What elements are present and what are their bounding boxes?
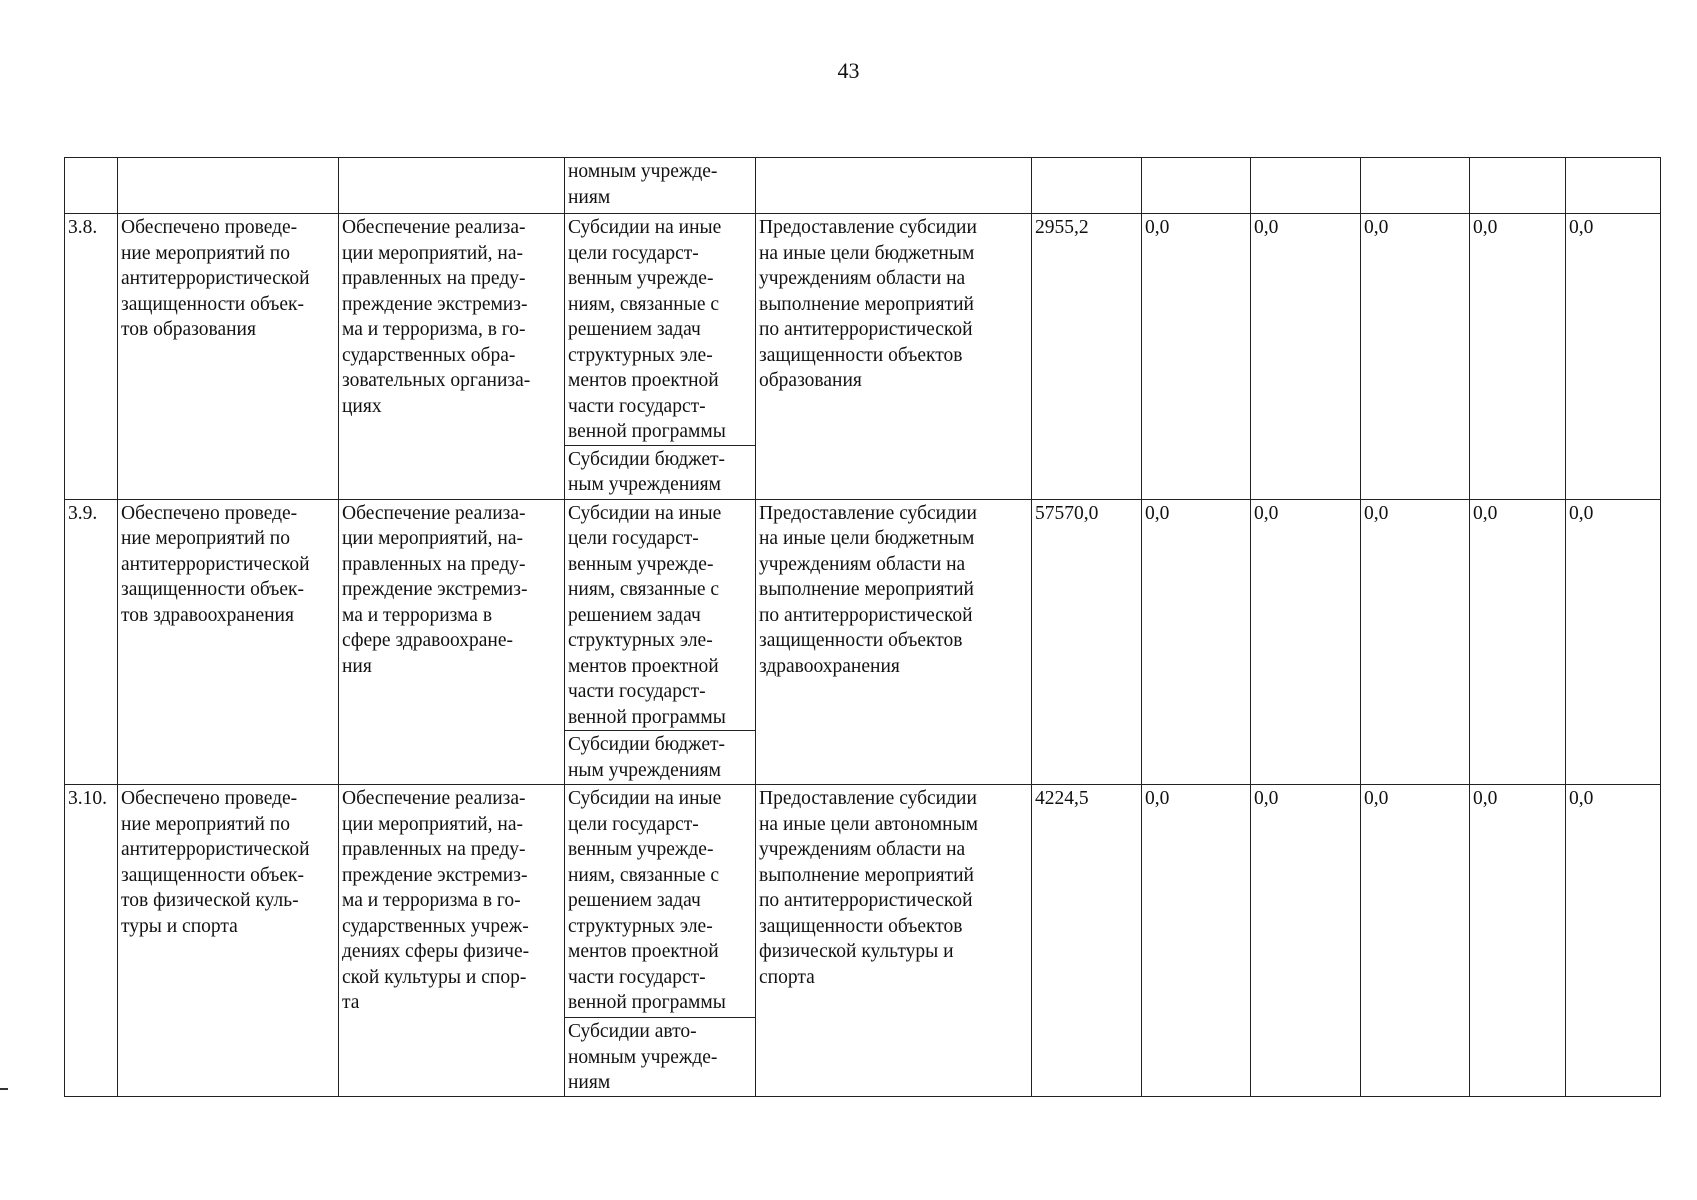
- cell-value: 0,0: [1361, 785, 1470, 1097]
- cell-value: 0,0: [1142, 214, 1251, 500]
- cell-value: 4224,5: [1032, 785, 1142, 1097]
- cell-num: [65, 158, 118, 214]
- table-row: [65, 785, 1661, 1018]
- cell-value: 0,0: [1251, 785, 1361, 1097]
- cell-value: 0,0: [1142, 785, 1251, 1097]
- margin-mark: [0, 1088, 8, 1090]
- cell-value: 0,0: [1470, 214, 1566, 500]
- cell-value: 57570,0: [1032, 499, 1142, 785]
- cell-value: 0,0: [1566, 785, 1661, 1097]
- cell-mechanism-primary: Субсидии на иные цели государст- венным учрежде- ниям, связанные с решением задач структурных эле- ментов проектной части государст- венной программы: [565, 785, 756, 1018]
- cell-num: 3.9.: [65, 499, 118, 785]
- cell-value: [1566, 158, 1661, 214]
- cell-description: Предоставление субсидии на иные цели бюджетным учреждениям области на выполнение мероприятий по антитеррористической защищенности объектов здравоохранения: [756, 499, 1032, 785]
- cell-action: Обеспечение реализа- ции мероприятий, на- правленных на преду- преждение экстремиз- ма и терроризма в го- сударственных учреж- дениях сферы физиче- ской культуры и спор- та: [339, 785, 565, 1097]
- cell-value: [1251, 158, 1361, 214]
- table-row: [65, 214, 1661, 446]
- cell-result: Обеспечено проведе- ние мероприятий по антитеррористической защищенности объек- тов здравоохранения: [118, 499, 339, 785]
- cell-description: Предоставление субсидии на иные цели бюджетным учреждениям области на выполнение мероприятий по антитеррористической защищенности объектов образования: [756, 214, 1032, 500]
- cell-mechanism-secondary: Субсидии бюджет- ным учреждениям: [565, 445, 756, 499]
- cell-value: [1470, 158, 1566, 214]
- cell-value: [1142, 158, 1251, 214]
- cell-value: [1032, 158, 1142, 214]
- table-row-continuation: [65, 158, 1661, 214]
- cell-value: 0,0: [1566, 499, 1661, 785]
- cell-value: 2955,2: [1032, 214, 1142, 500]
- cell-mechanism-primary: Субсидии на иные цели государст- венным учрежде- ниям, связанные с решением задач структурных эле- ментов проектной части государст- венной программы: [565, 214, 756, 446]
- cell-value: [1361, 158, 1470, 214]
- cell-value: 0,0: [1361, 499, 1470, 785]
- cell-action: Обеспечение реализа- ции мероприятий, на- правленных на преду- преждение экстремиз- ма и терроризма в сфере здравоохране- ния: [339, 499, 565, 785]
- cell-action: [339, 158, 565, 214]
- page-number: 43: [837, 58, 860, 83]
- cell-value: 0,0: [1361, 214, 1470, 500]
- cell-value: 0,0: [1251, 499, 1361, 785]
- cell-value: 0,0: [1470, 785, 1566, 1097]
- table-row: [65, 499, 1661, 731]
- cell-result: Обеспечено проведе- ние мероприятий по антитеррористической защищенности объек- тов физической куль- туры и спорта: [118, 785, 339, 1097]
- cell-description: Предоставление субсидии на иные цели автономным учреждениям области на выполнение мероприятий по антитеррористической защищенности объектов физической культуры и спорта: [756, 785, 1032, 1097]
- cell-value: 0,0: [1251, 214, 1361, 500]
- cell-result: Обеспечено проведе- ние мероприятий по антитеррористической защищенности объек- тов образования: [118, 214, 339, 500]
- cell-value: 0,0: [1566, 214, 1661, 500]
- cell-result: [118, 158, 339, 214]
- cell-action: Обеспечение реализа- ции мероприятий, на- правленных на преду- преждение экстремиз- ма и терроризма, в го- сударственных обра- зовательных организа- циях: [339, 214, 565, 500]
- cell-description: [756, 158, 1032, 214]
- cell-mechanism: номным учрежде- ниям: [565, 158, 756, 214]
- cell-mechanism-primary: Субсидии на иные цели государст- венным учрежде- ниям, связанные с решением задач структурных эле- ментов проектной части государст- венной программы: [565, 499, 756, 731]
- cell-num: 3.8.: [65, 214, 118, 500]
- cell-mechanism-secondary: Субсидии авто- номным учрежде- ниям: [565, 1018, 756, 1097]
- cell-num: 3.10.: [65, 785, 118, 1097]
- program-table: [64, 157, 1661, 1097]
- cell-mechanism-secondary: Субсидии бюджет- ным учреждениям: [565, 731, 756, 785]
- cell-value: 0,0: [1470, 499, 1566, 785]
- cell-value: 0,0: [1142, 499, 1251, 785]
